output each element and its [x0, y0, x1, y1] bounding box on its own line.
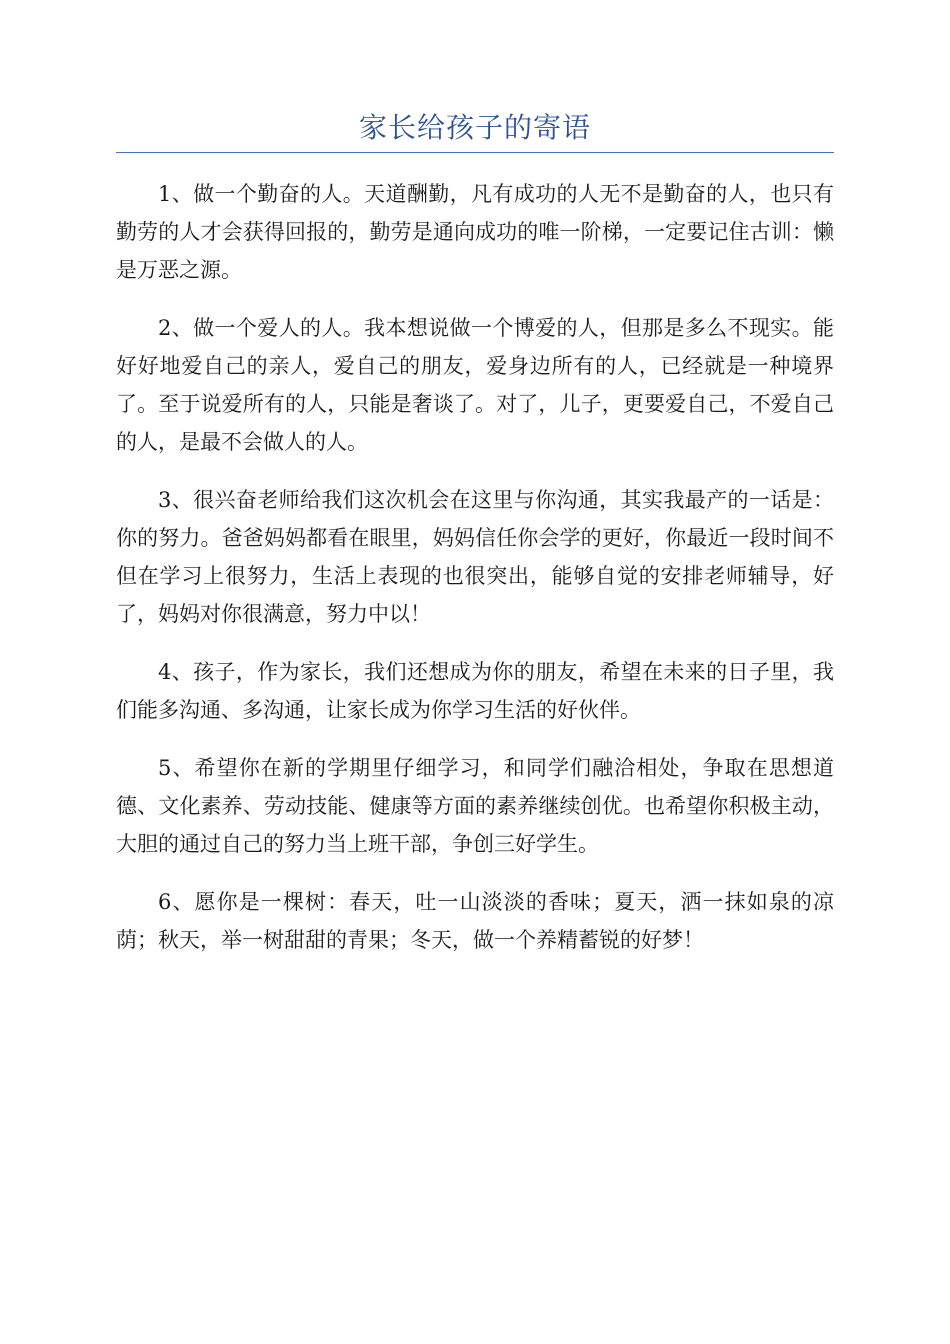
document-title: 家长给孩子的寄语	[358, 111, 591, 144]
title-underline	[116, 152, 834, 153]
paragraph-1: 1、做一个勤奋的人。天道酬勤，凡有成功的人无不是勤奋的人，也只有勤劳的人才会获得回报的，勤劳是通向成功的唯一阶梯，一定要记住古训：懒是万恶之源。	[116, 182, 834, 282]
paragraph-5: 5、希望你在新的学期里仔细学习，和同学们融洽相处，争取在思想道德、文化素养、劳动技能、健康等方面的素养继续创优。也希望你积极主动，大胆的通过自己的努力当上班干部，争创三好学生。	[116, 756, 834, 856]
paragraph-2: 2、做一个爱人的人。我本想说做一个博爱的人，但那是多么不现实。能好好地爱自己的亲人，爱自己的朋友，爱身边所有的人，已经就是一种境界了。至于说爱所有的人，只能是奢谈了。对了，儿子，更要爱自己，不爱自己的人，是最不会做人的人。	[116, 316, 834, 454]
document-page	[116, 108, 834, 979]
paragraph-4: 4、孩子，作为家长，我们还想成为你的朋友，希望在未来的日子里，我们能多沟通、多沟通，让家长成为你学习生活的好伙伴。	[116, 660, 834, 722]
paragraph-6: 6、愿你是一棵树：春天，吐一山淡淡的香味；夏天，洒一抹如泉的凉荫；秋天，举一树甜甜的青果；冬天，做一个养精蓄锐的好梦！	[116, 890, 834, 952]
paragraph-3: 3、很兴奋老师给我们这次机会在这里与你沟通，其实我最产的一话是：你的努力。爸爸妈妈都看在眼里，妈妈信任你会学的更好，你最近一段时间不但在学习上很努力，生活上表现的也很突出，能够自觉的安排老师辅导，好了，妈妈对你很满意，努力中以！	[116, 488, 834, 626]
